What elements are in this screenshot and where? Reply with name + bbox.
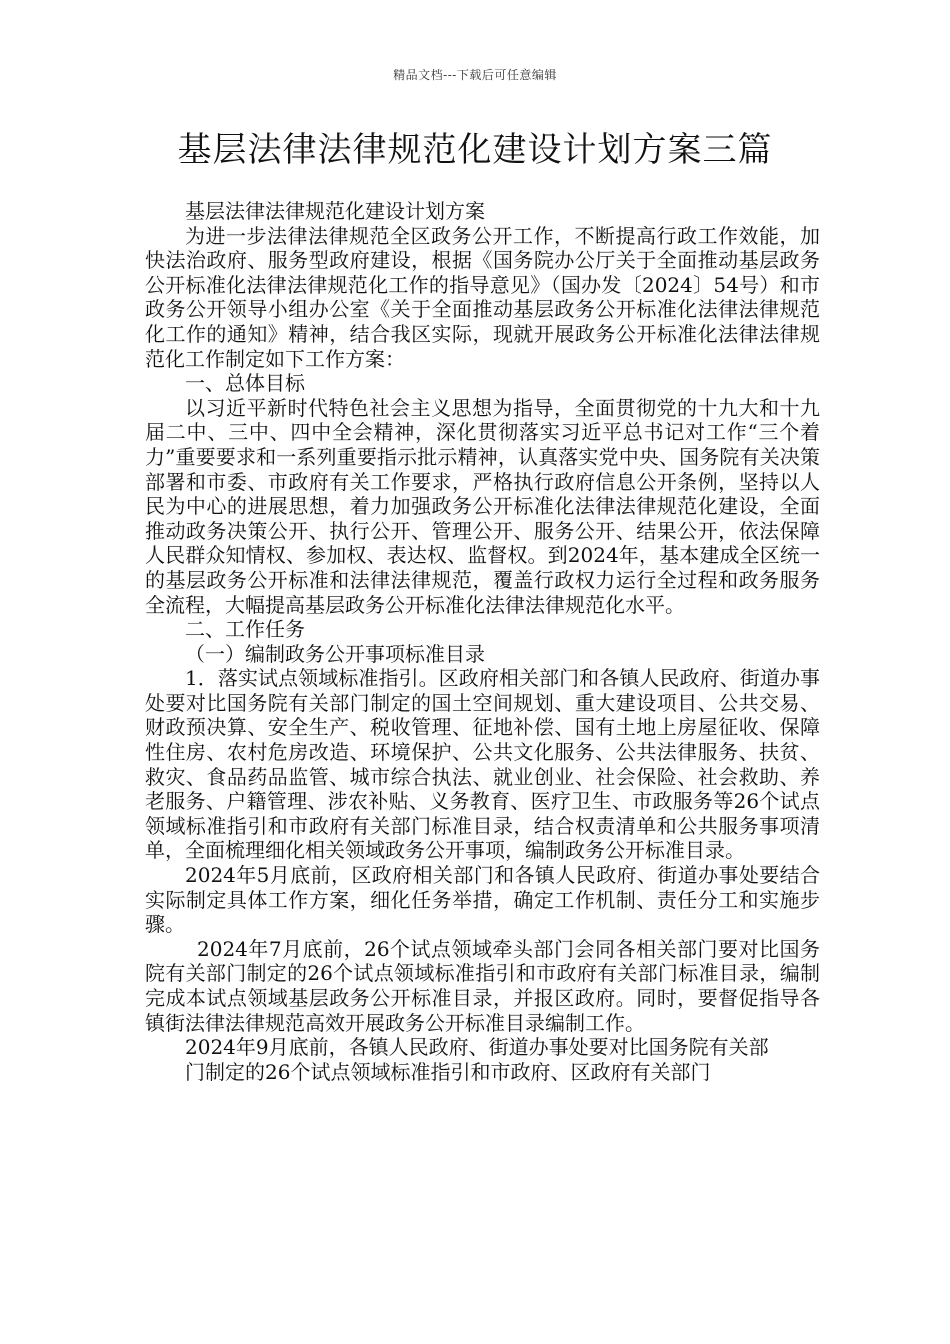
deadline-july-paragraph: 2024年7月底前，26个试点领域牵头部门会同各相关部门要对比国务院有关部门制定的26个试点领域标准指引和市政府有关部门标准目录，编制完成本试点领域基层政务公开标准目录，并报区政府。同时，要督促指导各镇街法律法律规范高效开展政务公开标准目录编制工作。 — [145, 936, 820, 1035]
document-title: 基层法律法律规范化建设计划方案三篇 — [177, 130, 773, 170]
subsection-heading-catalog: （一）编制政务公开事项标准目录 — [185, 641, 485, 666]
section-heading-tasks: 二、工作任务 — [185, 617, 305, 642]
overall-goal-paragraph: 以习近平新时代特色社会主义思想为指导，全面贯彻党的十九大和十九届二中、三中、四中全会精神，深化贯彻落实习近平总书记对工作“三个着力”重要要求和一系列重要指示批示精神，认真落实党中央、国务院有关决策部署和市委、市政府有关工作要求，严格执行政府信息公开条例，坚持以人民为中心的进展思想，着力加强政务公开标准化法律法律规范化建设，全面推动政务决策公开、执行公开、管理公开、服务公开、结果公开，依法保障人民群众知情权、参加权、表达权、监督权。到2024年，基本建成全区统一的基层政务公开标准和法律法律规范，覆盖行政权力运行全过程和政务服务全流程，大幅提高基层政务公开标准化法律法律规范化水平。 — [145, 395, 820, 617]
continuation-paragraph: 门制定的26个试点领域标准指引和市政府、区政府有关部门 — [185, 1059, 711, 1084]
deadline-september-paragraph: 2024年9月底前，各镇人民政府、街道办事处要对比国务院有关部 — [185, 1035, 769, 1060]
document-body — [145, 199, 820, 1084]
task-item-1-paragraph: 1．落实试点领域标准指引。区政府相关部门和各镇人民政府、街道办事处要对比国务院有关部门制定的国土空间规划、重大建设项目、公共交易、财政预决算、安全生产、税收管理、征地补偿、国有土地上房屋征收、保障性住房、农村危房改造、环境保护、公共文化服务、公共法律服务、扶贫、救灾、食品药品监管、城市综合执法、就业创业、社会保险、社会救助、养老服务、户籍管理、涉农补贴、义务教育、医疗卫生、市政服务等26个试点领域标准指引和市政府有关部门标准目录，结合权责清单和公共服务事项清单，全面梳理细化相关领域政务公开事项，编制政务公开标准目录。 — [145, 666, 820, 863]
deadline-may-paragraph: 2024年5月底前，区政府相关部门和各镇人民政府、街道办事处要结合实际制定具体工作方案，细化任务举措，确定工作机制、责任分工和实施步骤。 — [145, 863, 820, 937]
plan-subtitle: 基层法律法律规范化建设计划方案 — [185, 199, 485, 223]
section-heading-overall-goal: 一、总体目标 — [185, 371, 305, 396]
header-note: 精品文档---下载后可任意编辑 — [393, 68, 557, 82]
intro-paragraph: 为进一步法律法律规范全区政务公开工作，不断提高行政工作效能，加快法治政府、服务型政府建设，根据《国务院办公厅关于全面推动基层政务公开标准化法律法律规范化工作的指导意见》（国办发〔2024〕54号）和市政务公开领导小组办公室《关于全面推动基层政务公开标准化法律法律规范化工作的通知》精神，结合我区实际，现就开展政务公开标准化法律法律规范化工作制定如下工作方案： — [145, 223, 820, 371]
